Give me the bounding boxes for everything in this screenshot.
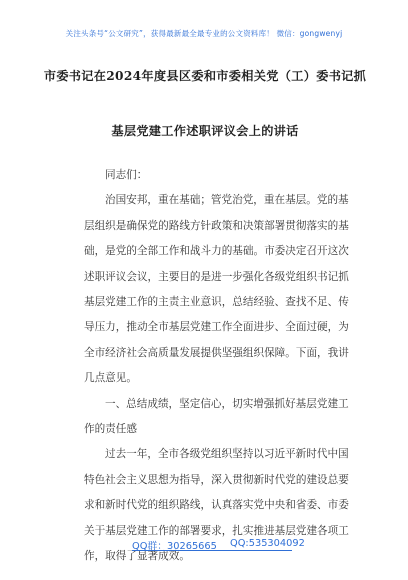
footer-underline: [132, 550, 292, 551]
document-title-line-1: 市委书记在2024年度县区委和市委相关党（工）委书记抓: [43, 69, 367, 83]
section-heading-line: 一、总结成绩，坚定信心，切实增强抓好基层党建工: [105, 397, 349, 410]
paragraph-line: 作，取得了显著成效。: [84, 550, 190, 563]
footer-qq-group: QQ群：30265665: [132, 541, 217, 552]
paragraph-line: 求和新时代党的组织路线，认真落实党中央和省委、市委: [84, 499, 349, 512]
paragraph-line: 全市经济社会高质量发展提供坚强组织保障。下面，我讲: [84, 346, 349, 359]
section-heading-line: 作的责任感: [84, 423, 137, 436]
footer-qq-number: QQ:535304092: [230, 538, 305, 549]
paragraph-line: 础，是党的全部工作和战斗力的基础。市委决定召开这次: [84, 245, 349, 258]
paragraph-line: 过去一年，全市各级党组织坚持以习近平新时代中国: [105, 448, 349, 461]
section-heading-1: [84, 392, 349, 443]
salutation: 同志们：: [105, 169, 148, 181]
paragraph-line: 导压力，推动全市基层党建工作全面进步、全面过硬，为: [84, 321, 349, 334]
paragraph-1: [84, 188, 349, 391]
paragraph-line: 特色社会主义思想为指导，深入贯彻新时代党的建设总要: [84, 473, 349, 486]
document-body: [84, 163, 349, 570]
paragraph-line: 几点意见。: [84, 372, 137, 385]
paragraph-line: 述职评议会议，主要目的是进一步强化各级党组织书记抓: [84, 270, 349, 283]
paragraph-line: 关于基层党建工作的部署要求，扎实推进基层党建各项工: [84, 524, 349, 537]
paragraph-line: 基层党建工作的主责主业意识，总结经验、查找不足、传: [84, 296, 349, 309]
header-banner: [0, 0, 408, 60]
paragraph-line: 治国安邦，重在基础；管党治党，重在基层。党的基: [105, 194, 349, 207]
document-title-line-2: 基层党建工作述职评议会上的讲话: [111, 124, 299, 138]
header-notice: 关注头条号“公文研究”，获得最新最全最专业的公文资料库！ 微信：gongwenyj: [65, 29, 343, 38]
paragraph-line: 层组织是确保党的路线方针政策和决策部署贯彻落实的基: [84, 219, 349, 232]
